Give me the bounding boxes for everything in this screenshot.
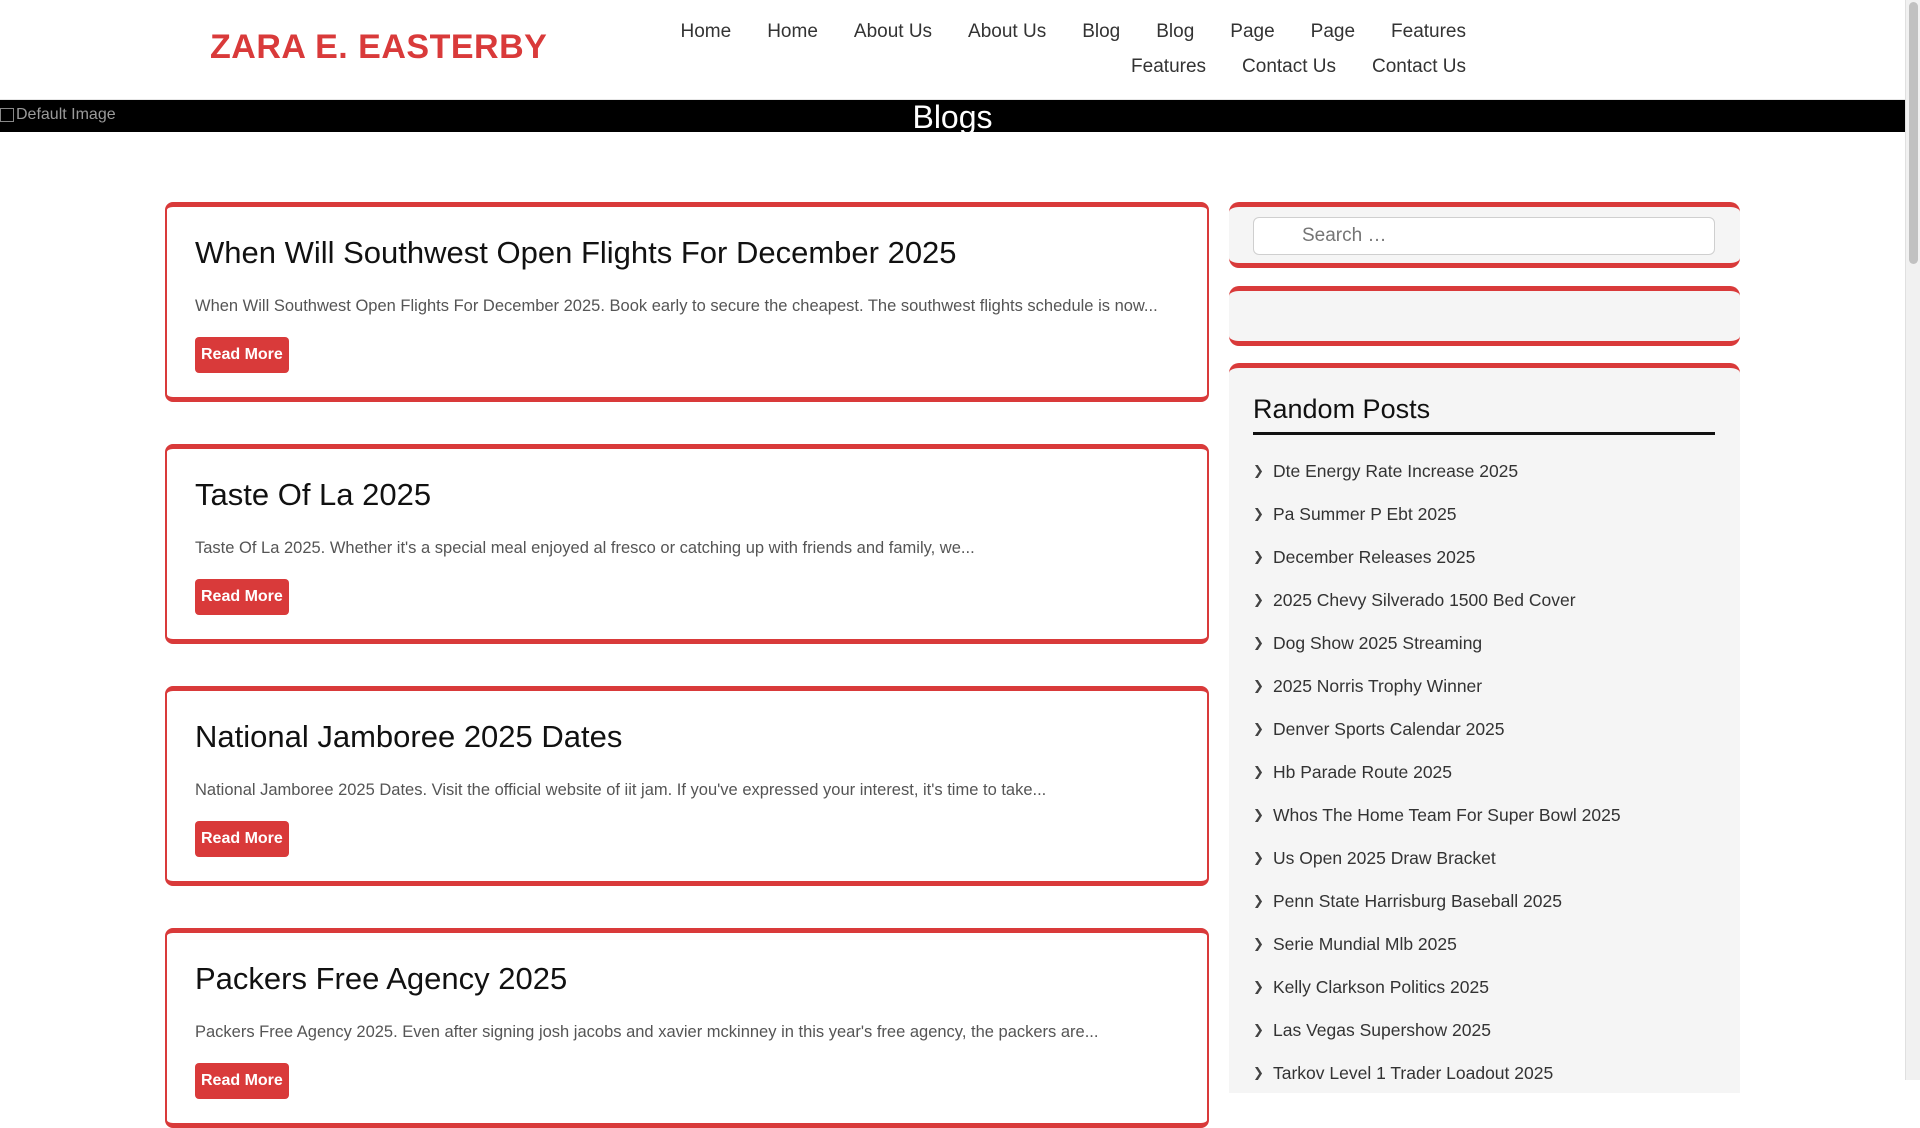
post-excerpt: When Will Southwest Open Flights For December 2025. Book early to secure the cheapest. The southwest flights schedule is now...	[195, 297, 1158, 315]
list-item[interactable]	[1253, 718, 1621, 761]
random-post-link[interactable]: Pa Summer P Ebt 2025	[1273, 504, 1457, 524]
post-title[interactable]: National Jamboree 2025 Dates	[195, 719, 623, 754]
chevron-right-icon: ❯	[1253, 1065, 1264, 1080]
site-header	[0, 0, 1905, 100]
nav-item-features[interactable]: Features	[1131, 56, 1207, 77]
random-post-link[interactable]: Penn State Harrisburg Baseball 2025	[1273, 891, 1562, 911]
random-post-link[interactable]: Hb Parade Route 2025	[1273, 762, 1453, 782]
nav-item-about-us[interactable]: About Us	[968, 21, 1047, 42]
post-card	[165, 202, 1209, 402]
nav-item-contact-us[interactable]: Contact Us	[1372, 56, 1466, 77]
list-item[interactable]	[1253, 804, 1621, 847]
list-item[interactable]	[1253, 761, 1621, 804]
chevron-right-icon: ❯	[1253, 635, 1264, 650]
chevron-right-icon: ❯	[1253, 721, 1264, 736]
search-widget	[1229, 202, 1740, 268]
chevron-right-icon: ❯	[1253, 549, 1264, 564]
list-item[interactable]	[1253, 933, 1621, 976]
nav-item-blog[interactable]: Blog	[1156, 21, 1195, 42]
random-post-link[interactable]: Whos The Home Team For Super Bowl 2025	[1273, 805, 1621, 825]
chevron-right-icon: ❯	[1253, 764, 1264, 779]
chevron-right-icon: ❯	[1253, 936, 1264, 951]
chevron-right-icon: ❯	[1253, 463, 1264, 478]
list-item[interactable]	[1253, 1062, 1621, 1105]
chevron-right-icon: ❯	[1253, 678, 1264, 693]
list-item[interactable]	[1253, 589, 1621, 632]
chevron-right-icon: ❯	[1253, 979, 1264, 994]
list-item[interactable]	[1253, 847, 1621, 890]
random-post-link[interactable]: 2025 Chevy Silverado 1500 Bed Cover	[1273, 590, 1576, 610]
random-post-link[interactable]: 2025 Norris Trophy Winner	[1273, 676, 1483, 696]
title-underline	[1253, 432, 1715, 435]
chevron-right-icon: ❯	[1253, 850, 1264, 865]
scrollbar-thumb[interactable]	[1909, 2, 1918, 264]
post-title[interactable]: Packers Free Agency 2025	[195, 961, 568, 996]
post-excerpt: Packers Free Agency 2025. Even after signing josh jacobs and xavier mckinney in this year's free agency, the packers are...	[195, 1023, 1099, 1041]
read-more-button[interactable]: Read More	[195, 337, 289, 373]
random-post-link[interactable]: Serie Mundial Mlb 2025	[1273, 934, 1457, 954]
random-posts-widget	[1229, 363, 1740, 1093]
list-item[interactable]	[1253, 890, 1621, 933]
random-post-link[interactable]: December Releases 2025	[1273, 547, 1476, 567]
list-item[interactable]	[1253, 1019, 1621, 1062]
list-item[interactable]	[1253, 460, 1621, 503]
random-posts-title: Random Posts	[1253, 394, 1431, 424]
page-title: Blogs	[912, 99, 993, 135]
search-input[interactable]	[1253, 217, 1715, 255]
random-post-link[interactable]: Us Open 2025 Draw Bracket	[1273, 848, 1496, 868]
chevron-right-icon: ❯	[1253, 893, 1264, 908]
random-post-link[interactable]: Tarkov Level 1 Trader Loadout 2025	[1273, 1063, 1554, 1083]
main-nav	[604, 14, 1484, 84]
read-more-button[interactable]: Read More	[195, 821, 289, 857]
random-post-link[interactable]: Kelly Clarkson Politics 2025	[1273, 977, 1489, 997]
post-excerpt: National Jamboree 2025 Dates. Visit the official website of iit jam. If you've expressed your interest, it's time to take...	[195, 781, 1047, 799]
chevron-right-icon: ❯	[1253, 592, 1264, 607]
nav-item-contact-us[interactable]: Contact Us	[1242, 56, 1337, 77]
list-item[interactable]	[1253, 976, 1621, 1019]
page-banner	[0, 99, 1905, 135]
chevron-right-icon: ❯	[1253, 807, 1264, 822]
chevron-right-icon: ❯	[1253, 506, 1264, 521]
nav-item-home[interactable]: Home	[767, 21, 818, 42]
post-card	[165, 928, 1209, 1128]
post-card	[165, 686, 1209, 886]
nav-item-blog[interactable]: Blog	[1082, 21, 1121, 42]
site-logo[interactable]: ZARA E. EASTERBY	[210, 28, 548, 66]
page-scrollbar[interactable]	[1905, 0, 1920, 1080]
chevron-right-icon: ❯	[1253, 1022, 1264, 1037]
list-item[interactable]	[1253, 546, 1621, 589]
random-post-link[interactable]: Dte Energy Rate Increase 2025	[1273, 461, 1519, 481]
empty-widget	[1229, 286, 1740, 346]
nav-item-page[interactable]: Page	[1310, 21, 1356, 42]
banner-image-alt: Default Image	[16, 106, 116, 123]
nav-item-features[interactable]: Features	[1391, 21, 1466, 42]
random-posts-list	[1253, 460, 1621, 1105]
post-card	[165, 444, 1209, 644]
post-excerpt: Taste Of La 2025. Whether it's a special meal enjoyed al fresco or catching up with friends and family, we...	[195, 539, 975, 557]
list-item[interactable]	[1253, 675, 1621, 718]
nav-item-home[interactable]: Home	[680, 21, 732, 42]
nav-item-page[interactable]: Page	[1230, 21, 1275, 42]
read-more-button[interactable]: Read More	[195, 1063, 289, 1099]
random-post-link[interactable]: Las Vegas Supershow 2025	[1273, 1020, 1491, 1040]
list-item[interactable]	[1253, 632, 1621, 675]
nav-item-about-us[interactable]: About Us	[853, 21, 933, 42]
list-item[interactable]	[1253, 503, 1621, 546]
random-post-link[interactable]: Dog Show 2025 Streaming	[1273, 633, 1483, 653]
post-title[interactable]: Taste Of La 2025	[195, 477, 432, 512]
read-more-button[interactable]: Read More	[195, 579, 289, 615]
random-post-link[interactable]: Denver Sports Calendar 2025	[1273, 719, 1505, 739]
post-title[interactable]: When Will Southwest Open Flights For December 2025	[195, 235, 957, 270]
